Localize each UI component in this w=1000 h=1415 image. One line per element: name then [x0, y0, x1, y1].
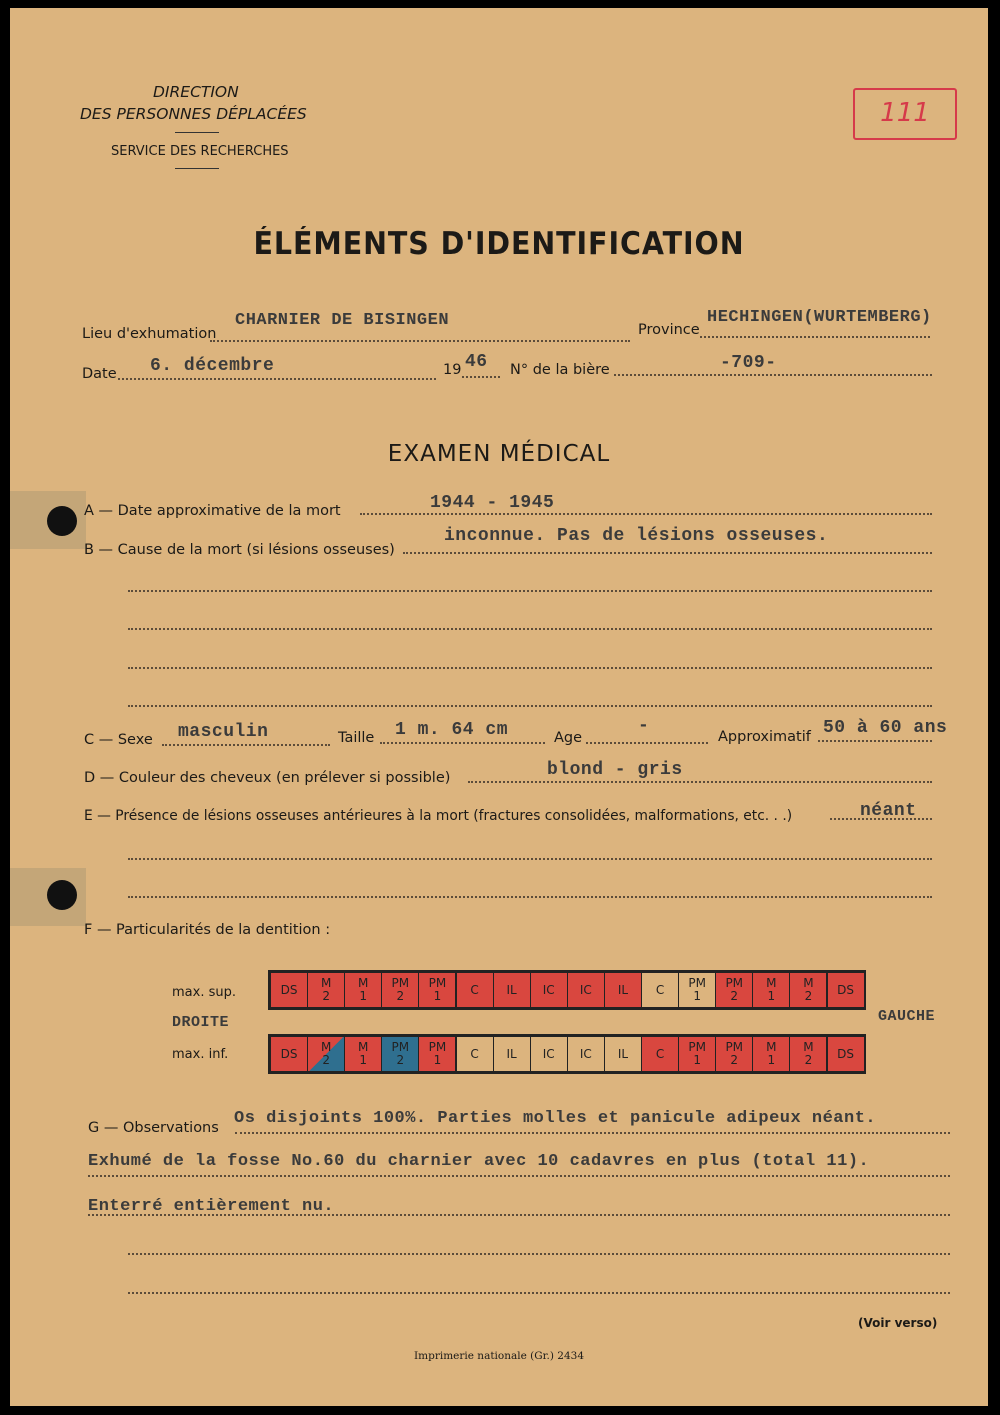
- dotted-line: [128, 896, 932, 898]
- lieu-value: CHARNIER DE BISINGEN: [235, 311, 450, 330]
- page-title: ÉLÉMENTS D'IDENTIFICATION: [253, 226, 745, 262]
- tooth-label: C: [470, 1046, 479, 1061]
- tooth-cell: [715, 1036, 753, 1072]
- tooth-label: C: [470, 982, 479, 997]
- tooth-cell: [752, 972, 790, 1008]
- tooth-label: PM: [391, 976, 410, 990]
- punch-hole-icon: [47, 880, 77, 910]
- lieu-label: Lieu d'exhumation: [82, 326, 217, 342]
- year-prefix: 19: [443, 362, 462, 378]
- approx-label: Approximatif: [718, 729, 811, 745]
- tooth-cell: [493, 972, 531, 1008]
- exam-title: EXAMEN MÉDICAL: [387, 441, 611, 467]
- tooth-cell: [307, 972, 345, 1008]
- dotted-line: [818, 740, 932, 742]
- tooth-label: DS: [280, 982, 298, 997]
- tooth-label: PM: [428, 976, 447, 990]
- tooth-label: PM: [428, 1040, 447, 1054]
- dotted-line: [118, 378, 436, 380]
- observation-line-3: Enterré entièrement nu.: [88, 1197, 335, 1216]
- tooth-label: DS: [837, 982, 854, 997]
- tooth-label: M: [803, 1040, 814, 1054]
- header-service: SERVICE DES RECHERCHES: [111, 144, 289, 159]
- tooth-cell: [678, 1036, 716, 1072]
- tooth-cell: [456, 972, 494, 1008]
- dotted-line: [462, 376, 500, 378]
- header-rule: [175, 132, 219, 133]
- dotted-line: [128, 667, 932, 669]
- tooth-number: 1: [433, 989, 442, 1003]
- tooth-label: DS: [280, 1046, 298, 1061]
- dotted-line: [403, 552, 932, 554]
- year-value: 46: [465, 352, 488, 372]
- tooth-label: PM: [725, 1040, 744, 1054]
- tooth-cell: [270, 1036, 308, 1072]
- taille-label: Taille: [338, 730, 375, 746]
- observation-line-1: Os disjoints 100%. Parties molles et panicule adipeux néant.: [234, 1109, 877, 1128]
- imprimerie-note: Imprimerie nationale (Gr.) 2434: [414, 1350, 584, 1362]
- tooth-cell: [344, 972, 382, 1008]
- tooth-cell: [567, 972, 605, 1008]
- tooth-number: 1: [693, 1053, 701, 1067]
- tooth-number: 1: [359, 1053, 368, 1067]
- observation-line-2: Exhumé de la fosse No.60 du charnier avec 10 cadavres en plus (total 11).: [88, 1152, 870, 1171]
- tooth-label: PM: [725, 976, 744, 990]
- max-inf-label: max. inf.: [172, 1047, 229, 1062]
- field-a-value: 1944 - 1945: [430, 493, 555, 513]
- header-direction: DIRECTION: [153, 83, 239, 101]
- tooth-number: 2: [396, 989, 405, 1003]
- stamp-number: 111: [880, 98, 930, 128]
- dotted-line: [162, 744, 330, 746]
- tooth-label: DS: [837, 1046, 854, 1061]
- tooth-number: 2: [804, 989, 813, 1003]
- tooth-cell: [530, 972, 568, 1008]
- tooth-label: PM: [688, 1040, 706, 1054]
- age-value: -: [638, 716, 650, 736]
- tooth-number: 2: [322, 989, 330, 1003]
- field-d-value: blond - gris: [547, 760, 683, 780]
- tooth-cell: [381, 1036, 419, 1072]
- tooth-label: M: [803, 976, 814, 990]
- tooth-label: IC: [579, 1046, 592, 1061]
- tooth-cell: [381, 972, 419, 1008]
- tooth-label: M: [766, 1040, 777, 1054]
- dotted-line: [468, 781, 932, 783]
- dotted-line: [235, 1132, 950, 1134]
- dotted-line: [210, 340, 630, 342]
- tooth-label: M: [358, 1040, 369, 1054]
- header-rule: [175, 168, 219, 169]
- tooth-cell: [604, 972, 642, 1008]
- biere-value: -709-: [720, 353, 777, 373]
- field-b-value: inconnue. Pas de lésions osseuses.: [444, 526, 829, 546]
- field-e-value: néant: [860, 801, 917, 821]
- field-b-label: B — Cause de la mort (si lésions osseuses): [84, 542, 395, 558]
- tooth-label: C: [655, 1046, 665, 1061]
- tooth-cell: [530, 1036, 568, 1072]
- tooth-label: IC: [579, 982, 592, 997]
- province-label: Province: [638, 322, 700, 338]
- max-sup-label: max. sup.: [172, 985, 236, 1000]
- tooth-label: IL: [506, 982, 517, 997]
- tooth-cell: [678, 972, 716, 1008]
- identification-form: [10, 8, 988, 1406]
- tooth-label: IL: [506, 1046, 517, 1061]
- tooth-label: PM: [391, 1040, 410, 1054]
- tooth-label: IL: [617, 1046, 629, 1061]
- header-personnes: DES PERSONNES DÉPLACÉES: [80, 105, 307, 123]
- dotted-line: [128, 858, 932, 860]
- tooth-label: IC: [542, 982, 555, 997]
- field-f-label: F — Particularités de la dentition :: [84, 922, 331, 938]
- tooth-cell: [827, 1036, 865, 1072]
- dotted-line: [128, 1292, 950, 1294]
- tooth-label: M: [320, 1040, 332, 1054]
- tooth-cell: [789, 972, 827, 1008]
- tooth-cell: [789, 1036, 827, 1072]
- tooth-label: M: [766, 976, 777, 990]
- field-g-label: G — Observations: [88, 1120, 219, 1136]
- biere-label: N° de la bière: [510, 362, 610, 378]
- dotted-line: [360, 513, 932, 515]
- tooth-cell: [307, 1036, 345, 1072]
- gauche-label: GAUCHE: [878, 1008, 936, 1025]
- tooth-cell: [418, 1036, 456, 1072]
- tooth-number: 1: [359, 989, 368, 1003]
- tooth-cell: [418, 972, 456, 1008]
- tooth-number: 1: [767, 989, 776, 1003]
- field-e-label: E — Présence de lésions osseuses antérieures à la mort (fractures consolidées, malformations, etc. . .): [84, 808, 793, 824]
- punch-hole-icon: [47, 506, 77, 536]
- tooth-number: 2: [804, 1053, 813, 1067]
- field-c-value: masculin: [178, 722, 269, 742]
- field-a-label: A — Date approximative de la mort: [84, 503, 341, 519]
- dotted-line: [128, 628, 932, 630]
- field-d-label: D — Couleur des cheveux (en prélever si possible): [84, 770, 451, 786]
- tooth-cell: [752, 1036, 790, 1072]
- tooth-cell: [604, 1036, 642, 1072]
- tooth-number: 1: [767, 1053, 776, 1067]
- tooth-number: 1: [433, 1053, 442, 1067]
- tooth-cell: [715, 972, 753, 1008]
- droite-label: DROITE: [172, 1014, 230, 1031]
- tooth-cell: [270, 972, 308, 1008]
- dotted-line: [380, 742, 545, 744]
- tooth-label: M: [358, 976, 369, 990]
- tooth-number: 2: [322, 1053, 330, 1067]
- voir-verso: (Voir verso): [858, 1316, 938, 1330]
- age-label: Age: [554, 730, 583, 746]
- tooth-cell: [344, 1036, 382, 1072]
- province-value: HECHINGEN(WURTEMBERG): [707, 308, 932, 327]
- tooth-cell: [827, 972, 865, 1008]
- dotted-line: [128, 590, 932, 592]
- tooth-number: 2: [730, 989, 739, 1003]
- tooth-cell: [456, 1036, 494, 1072]
- tooth-number: 2: [396, 1053, 405, 1067]
- dotted-line: [614, 374, 932, 376]
- taille-value: 1 m. 64 cm: [395, 720, 509, 740]
- dotted-line: [700, 336, 930, 338]
- number-stamp: [853, 88, 957, 140]
- tooth-number: 1: [693, 989, 701, 1003]
- approx-value: 50 à 60 ans: [823, 718, 948, 738]
- tooth-cell: [567, 1036, 605, 1072]
- tooth-number: 2: [730, 1053, 739, 1067]
- dotted-line: [586, 742, 708, 744]
- dotted-line: [128, 1253, 950, 1255]
- date-label: Date: [82, 366, 117, 382]
- field-c-label: C — Sexe: [84, 732, 153, 748]
- tooth-label: IC: [542, 1046, 555, 1061]
- tooth-cell: [641, 1036, 679, 1072]
- tooth-label: C: [655, 982, 665, 997]
- date-value: 6. décembre: [150, 356, 275, 376]
- tooth-label: IL: [617, 982, 629, 997]
- tooth-cell: [641, 972, 679, 1008]
- tooth-label: PM: [688, 976, 706, 990]
- tooth-cell: [493, 1036, 531, 1072]
- dotted-line: [88, 1175, 950, 1177]
- tooth-label: M: [320, 976, 332, 990]
- dotted-line: [128, 705, 932, 707]
